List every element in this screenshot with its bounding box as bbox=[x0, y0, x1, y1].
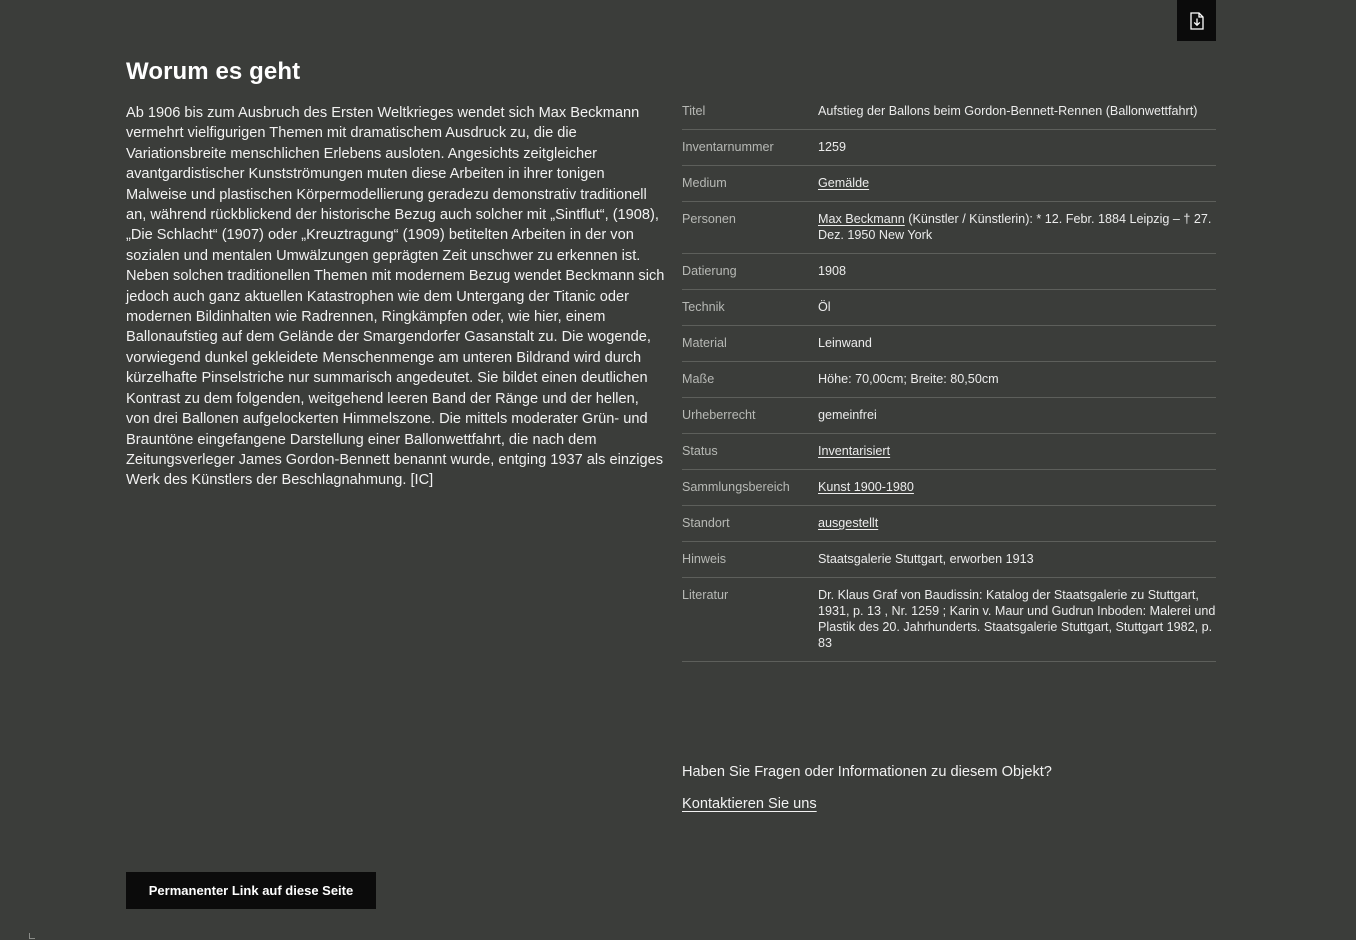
meta-value bbox=[818, 470, 1216, 506]
meta-value: Dr. Klaus Graf von Baudissin: Katalog der Staatsgalerie zu Stuttgart, 1931, p. 13 , Nr. 1259 ; Karin v. Maur und Gudrun Inboden: Malerei und Plastik des 20. Jahrhunderts. Staatsgalerie Stuttgart, Stuttgart 1982, p. 83 bbox=[818, 588, 1216, 650]
status-link[interactable]: Inventarisiert bbox=[818, 444, 891, 458]
meta-value bbox=[818, 506, 1216, 542]
contact-link[interactable]: Kontaktieren Sie uns bbox=[682, 796, 817, 812]
contact-question: Haben Sie Fragen oder Informationen zu diesem Objekt? bbox=[682, 764, 1052, 780]
section-title: Worum es geht bbox=[126, 58, 301, 85]
meta-label: Sammlungsbereich bbox=[682, 480, 790, 494]
meta-row-medium bbox=[682, 166, 1216, 202]
meta-label: Hinweis bbox=[682, 552, 727, 566]
meta-label: Material bbox=[682, 336, 727, 350]
meta-label: Maße bbox=[682, 372, 715, 386]
meta-row-datierung bbox=[682, 254, 1216, 290]
meta-row-inventarnummer bbox=[682, 130, 1216, 166]
meta-row-technik bbox=[682, 290, 1216, 326]
meta-label: Personen bbox=[682, 212, 736, 226]
meta-row-urheberrecht bbox=[682, 398, 1216, 434]
meta-value: Leinwand bbox=[818, 336, 872, 350]
meta-row-standort bbox=[682, 506, 1216, 542]
person-link[interactable]: Max Beckmann bbox=[818, 212, 905, 226]
meta-value: gemeinfrei bbox=[818, 408, 877, 422]
meta-label: Technik bbox=[682, 300, 725, 314]
meta-row-sammlungsbereich bbox=[682, 470, 1216, 506]
meta-row-personen bbox=[682, 202, 1216, 254]
permalink-button[interactable]: Permanenter Link auf diese Seite bbox=[126, 872, 376, 909]
meta-row-material bbox=[682, 326, 1216, 362]
corner-mark bbox=[29, 933, 35, 939]
description-text: Ab 1906 bis zum Ausbruch des Ersten Weltkrieges wendet sich Max Beckmann vermehrt vielfigurigen Themen mit dramatischem Ausdruck zu, die die Variationsbreite menschlichen Erlebens ausloten. Angesichts zeitgleicher avantgardistischer Kunstströmungen muten diese Arbeiten in ihrer tonigen Malweise und plastischen Körpermodellierung geradezu demonstrativ traditionell an, während rückblickend der historische Bezug auch solcher mit „Sintflut“, (1908), „Die Schlacht“ (1907) oder „Kreuztragung“ (1909) betitelten Arbeiten in der von sozialen und mentalen Umwälzungen geprägten Zeit unschwer zu erkennen ist. Neben solchen traditionellen Themen mit modernem Bezug wendet Beckmann sich jedoch auch ganz aktuellen Katastrophen wie dem Untergang der Titanic oder modernen Bildinhalten wie Radrennen, Ringkämpfen oder, wie hier, einem Ballonaufstieg auf dem Gelände der Smargendorfer Gasanstalt zu. Die wogende, vorwiegend dunkel gekleidete Menschenmenge am unteren Bildrand wird durch kürzelhafte Pinselstriche nur summarisch angedeutet. Sie bildet einen deutlichen Kontrast zu dem folgenden, weitgehend leeren Band der Ränge und der hellen, von drei Ballonen aufgelockerten Himmelszone. Die mittels moderater Grün- und Brauntöne eingefangene Darstellung einer Ballonwettfahrt, die nach dem Zeitungsverleger James Gordon-Bennett benannt wurde, entging 1937 als einziges Werk des Künstlers der Beschlagnahmung. [IC] bbox=[126, 105, 665, 489]
meta-label: Medium bbox=[682, 176, 727, 190]
meta-label: Urheberrecht bbox=[682, 408, 756, 422]
meta-value: Staatsgalerie Stuttgart, erworben 1913 bbox=[818, 552, 1034, 566]
meta-value: Höhe: 70,00cm; Breite: 80,50cm bbox=[818, 372, 999, 386]
meta-row-literatur bbox=[682, 578, 1216, 662]
meta-row-titel bbox=[682, 94, 1216, 130]
meta-row-status bbox=[682, 434, 1216, 470]
person-details: (Künstler / Künstlerin): * 12. Febr. 1884 Leipzig – † 27. Dez. 1950 New York bbox=[818, 212, 1212, 242]
meta-label: Literatur bbox=[682, 588, 729, 602]
meta-label: Inventarnummer bbox=[682, 140, 774, 154]
meta-label: Datierung bbox=[682, 264, 737, 278]
meta-value: Öl bbox=[818, 300, 831, 314]
meta-label: Status bbox=[682, 444, 718, 458]
meta-row-hinweis bbox=[682, 542, 1216, 578]
medium-link[interactable]: Gemälde bbox=[818, 176, 870, 190]
meta-value bbox=[818, 434, 1216, 470]
metadata-table bbox=[682, 94, 1216, 662]
download-button[interactable] bbox=[1177, 0, 1216, 41]
meta-label: Titel bbox=[682, 104, 706, 118]
collection-link[interactable]: Kunst 1900-1980 bbox=[818, 480, 914, 494]
meta-value bbox=[818, 202, 1216, 254]
meta-value: 1259 bbox=[818, 140, 847, 154]
meta-value bbox=[818, 166, 1216, 202]
meta-label: Standort bbox=[682, 516, 730, 530]
download-document-icon bbox=[1189, 12, 1205, 30]
meta-row-masse bbox=[682, 362, 1216, 398]
location-link[interactable]: ausgestellt bbox=[818, 516, 879, 530]
meta-value: Aufstieg der Ballons beim Gordon-Bennett-Rennen (Ballonwettfahrt) bbox=[818, 104, 1198, 118]
meta-value: 1908 bbox=[818, 264, 847, 278]
